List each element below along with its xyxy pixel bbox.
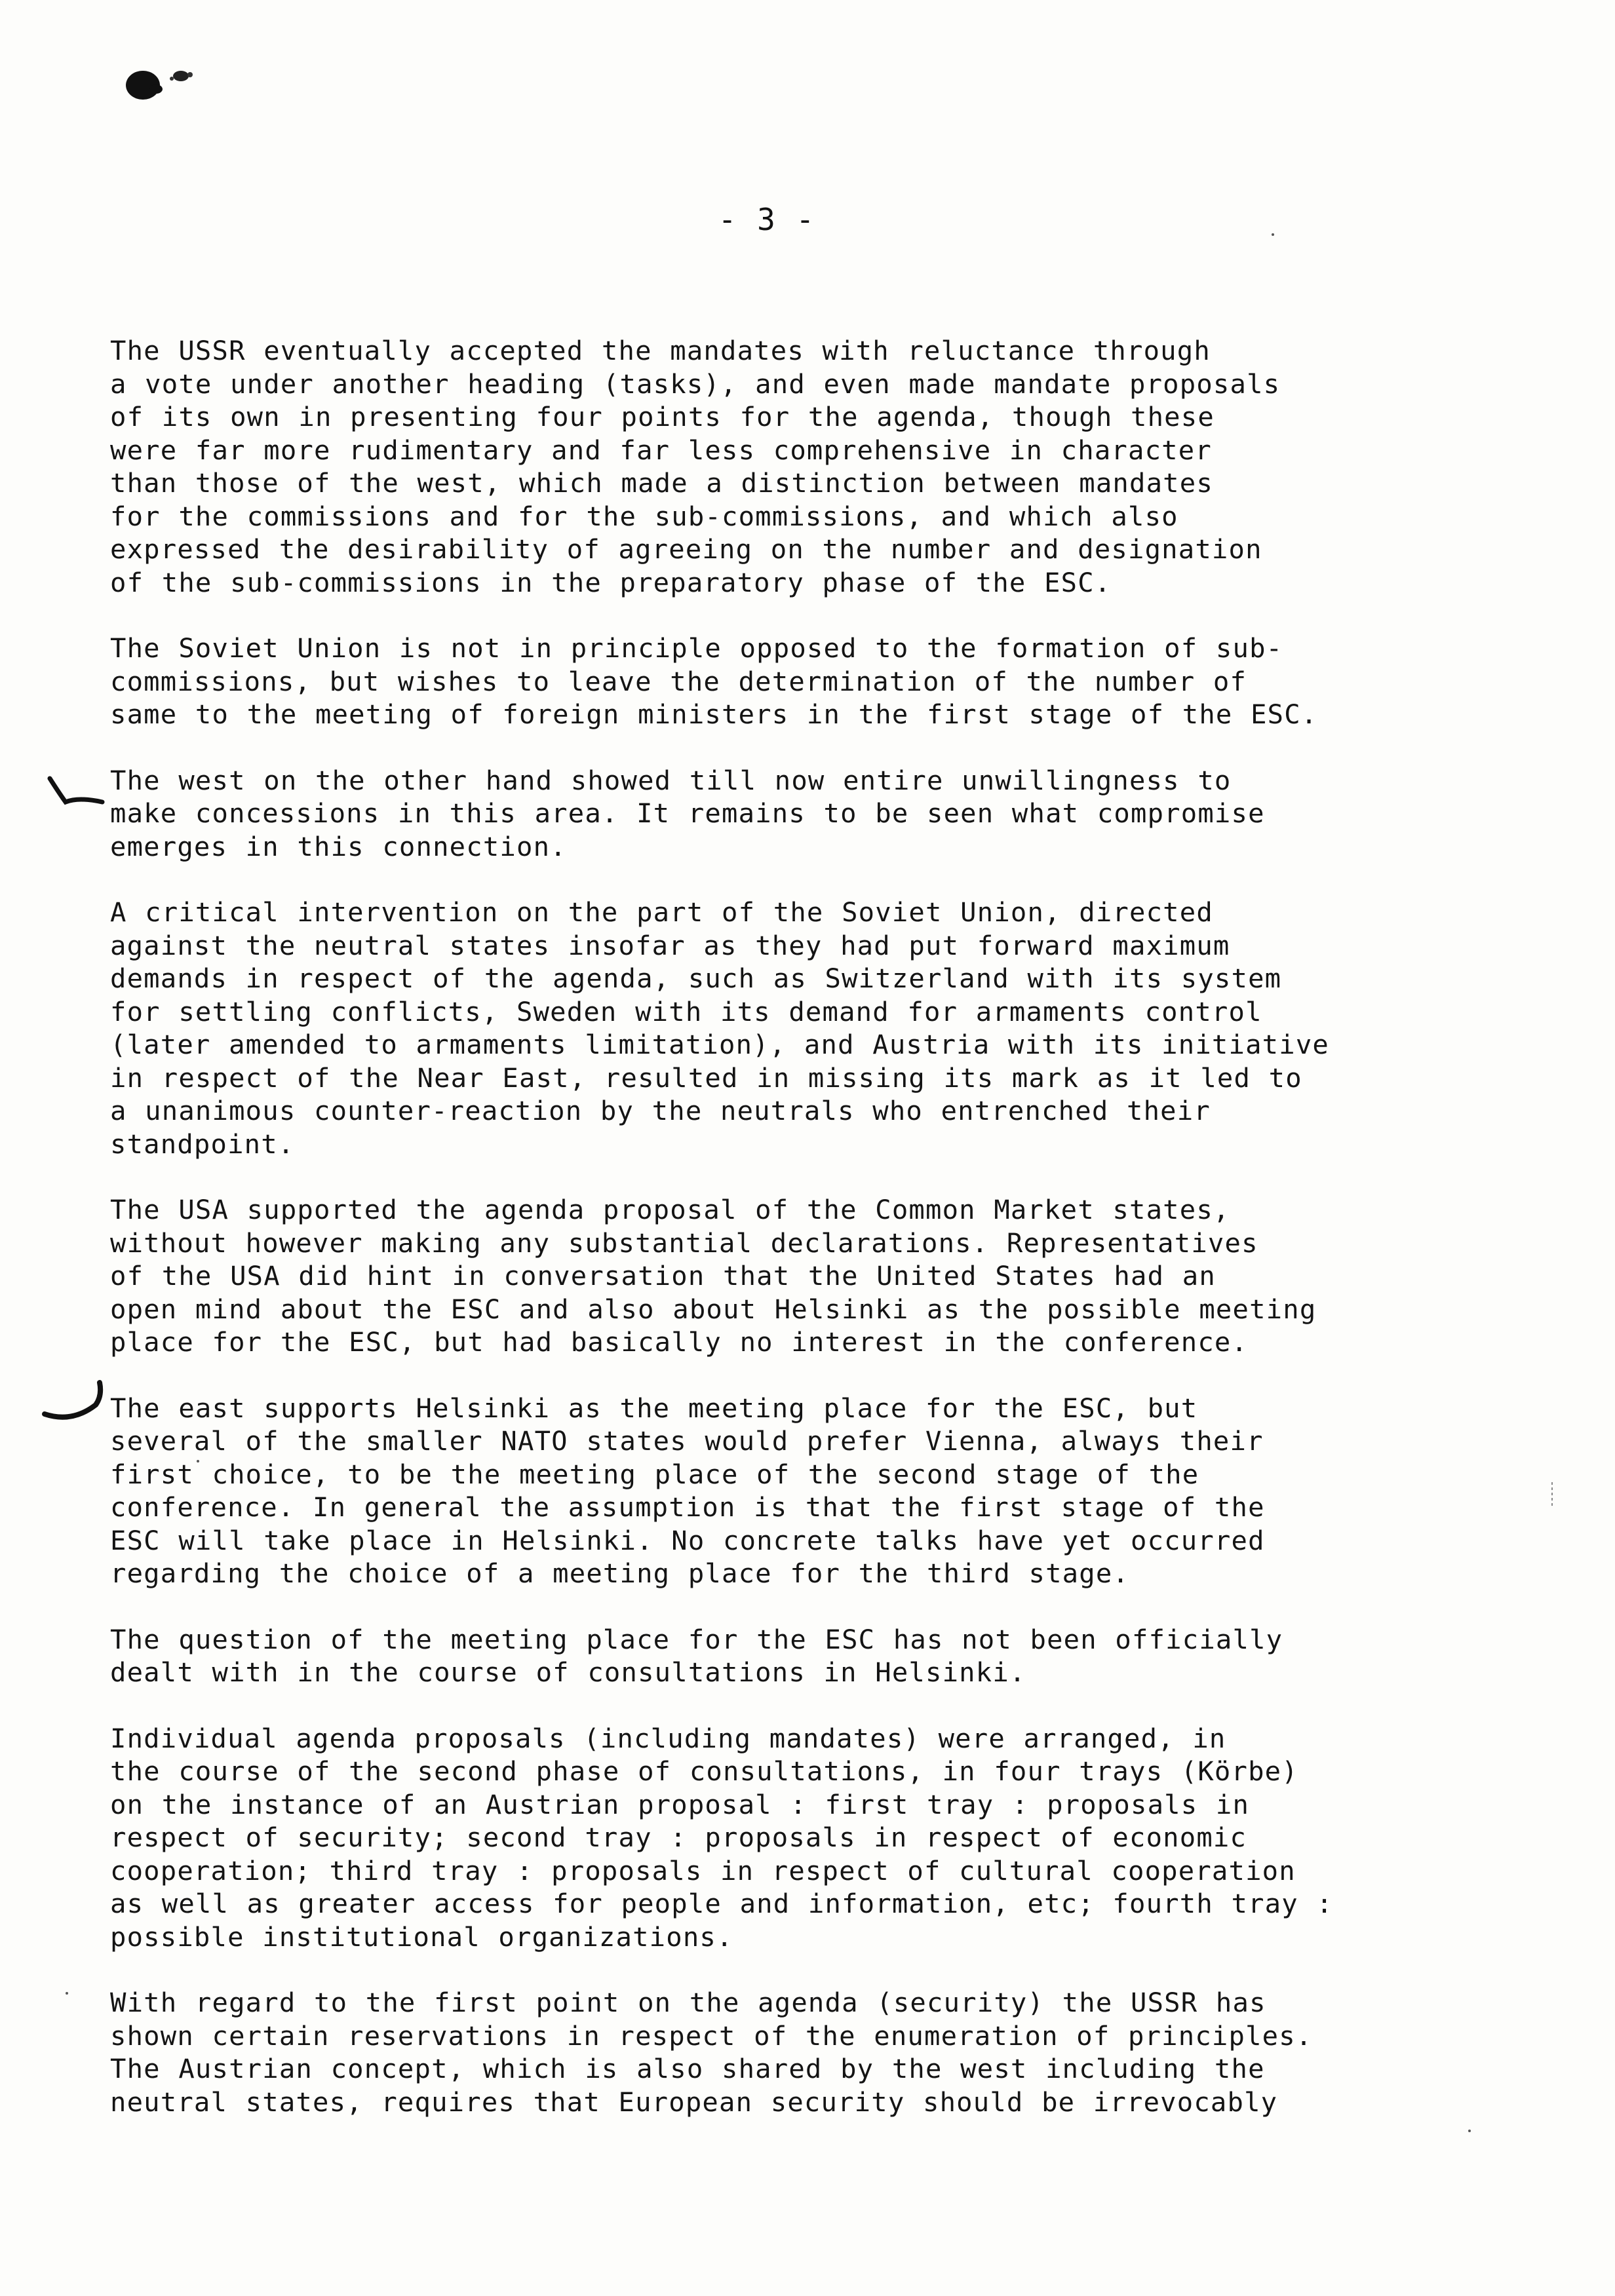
ink-blot-mark xyxy=(125,60,197,106)
margin-tick-mark xyxy=(39,1376,111,1428)
paragraph: The east supports Helsinki as the meeting place for the ESC, but several of the smaller NATO states would prefer Vienna, always their first choice, to be the meeting place of the second stage of the conference. In general the assumption is that the first stage of the ESC will take place in Helsinki. No concrete talks have yet occurred regarding the choice of a meeting place for the third stage. xyxy=(110,1392,1265,1589)
paragraph: A critical intervention on the part of the Soviet Union, directed against the neutral states insofar as they had put forward maximum demands in respect of the agenda, such as Switzerland with its system for settling conflicts, Sweden with its demand for armaments control (later amended to armaments limitation), and Austria with its initiative in respect of the Near East, resulted in missing its mark as it led to a unanimous counter-reaction by the neutrals who entrenched their standpoint. xyxy=(110,896,1329,1160)
page-number: - 3 - xyxy=(718,202,816,237)
paragraph: Individual agenda proposals (including mandates) were arranged, in the course of the second phase of consultations, in four trays (Körbe) on the instance of an Austrian proposal : first tray : proposals in respect of security; second tray : proposals in respect of economic cooperation; third tray : proposals in respect of cultural cooperation as well as greater access for people and information, etc; fourth tray : possible institutional organizations. xyxy=(110,1722,1333,1953)
paragraph: The question of the meeting place for the ESC has not been officially dealt with in the course of consultations in Helsinki. xyxy=(110,1623,1283,1688)
paragraph: The USSR eventually accepted the mandates with reluctance through a vote under another heading (tasks), and even made mandate proposals of its own in presenting four points for the agenda, though these were far more rudimentary and far less comprehensive in character than those of the west, which made a distinction between mandates for the commissions and for the sub-commissions, and which also expressed the desirability of agreeing on the number and designation of the sub-commissions in the preparatory phase of the ESC. xyxy=(110,335,1281,598)
paper-speck xyxy=(1272,233,1274,236)
margin-check-mark xyxy=(46,773,105,813)
paragraph: The Soviet Union is not in principle opposed to the formation of sub- commissions, but wishes to leave the determination of the number of same to the meeting of foreign ministers in the first stage of the ESC. xyxy=(110,632,1318,730)
paper-speck xyxy=(66,1992,68,1995)
paragraph: With regard to the first point on the agenda (security) the USSR has shown certain reservations in respect of the enumeration of principles. The Austrian concept, which is also shared by the west including the neutral states, requires that European security should be irrevocably xyxy=(110,1987,1313,2118)
edge-tick-mark xyxy=(1551,1482,1553,1508)
paragraph: The USA supported the agenda proposal of the Common Market states, without however making any substantial declarations. Representatives of the USA did hint in conversation that the United States had an open mind about the ESC and also about Helsinki as the possible meeting place for the ESC, but had basically no interest in the conference. xyxy=(110,1194,1317,1358)
paragraph: The west on the other hand showed till now entire unwillingness to make concessions in this area. It remains to be seen what compromise emerges in this connection. xyxy=(110,764,1265,862)
body-text xyxy=(110,334,1539,2151)
